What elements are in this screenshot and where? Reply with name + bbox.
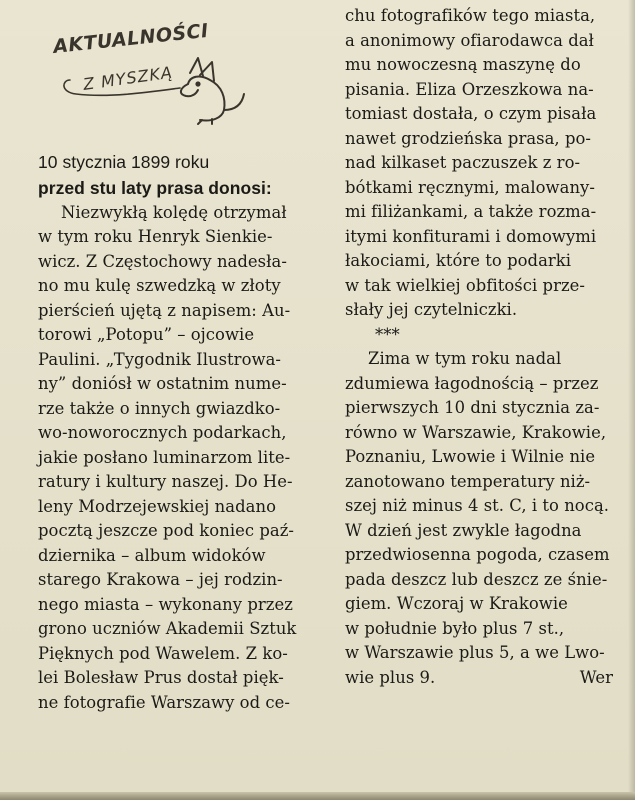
- text-line: szej niż minus 4 st. C, i to nocą.: [345, 496, 610, 515]
- text-line: wie plus 9.: [345, 667, 436, 687]
- text-line: wo-noworocznych podarkach,: [38, 423, 287, 442]
- text-line: mi filiżankami, a także rozma-: [345, 202, 597, 221]
- text-line: jakie posłano luminarzom lite-: [38, 447, 291, 467]
- text-line: Poznaniu, Lwowie i Wilnie nie: [345, 447, 596, 466]
- text-line: itymi konfiturami i domowymi: [345, 226, 597, 246]
- text-line: torowi „Potopu” – ojcowie: [38, 325, 255, 344]
- text-line: nawet grodzieńska prasa, po-: [345, 128, 592, 148]
- text-line: łakociami, które to podarki: [345, 251, 572, 270]
- text-line: Pięknych pod Wawelem. Z ko-: [38, 643, 288, 663]
- text-line: lei Bolesław Prus dostał pięk-: [38, 668, 284, 687]
- text-line: no mu kulę szwedzką w złoty: [38, 276, 281, 295]
- text-line: w Warszawie plus 5, a we Lwo-: [345, 643, 605, 662]
- last-line: [345, 666, 617, 691]
- logo-title: AKTUALNOŚCI: [52, 19, 210, 58]
- text-line: ne fotografie Warszawy od ce-: [38, 692, 290, 712]
- text-line: grono uczniów Akademii Sztuk: [38, 619, 297, 638]
- text-line: pierścień ujętą z napisem: Au-: [38, 300, 291, 320]
- page-edge-shadow: [628, 0, 635, 800]
- text-line: tomiast dostała, o czym pisała: [345, 104, 597, 123]
- text-line: a anonimowy ofiarodawca dał: [345, 30, 594, 50]
- text-line: Paulini. „Tygodnik Ilustrowa-: [38, 349, 281, 369]
- article-headline: przed stu laty prasa donosi:: [38, 177, 272, 198]
- text-line: słały jej czytelniczki.: [345, 300, 518, 319]
- text-line: w tak wielkiej obfitości prze-: [345, 275, 585, 295]
- article-date: 10 stycznia 1899 roku: [38, 152, 210, 172]
- text-line: zdumiewa łagodnością – przez: [345, 373, 599, 393]
- text-line: przedwiosenna pogoda, czasem: [345, 545, 610, 564]
- text-line: w tym roku Henryk Sienkie-: [38, 227, 273, 246]
- article-left-column: [38, 150, 324, 715]
- text-line: starego Krakowa – jej rodzin-: [38, 570, 283, 589]
- logo: [40, 18, 250, 128]
- text-line: mu nowoczesną maszynę do: [345, 55, 581, 74]
- page-bottom-edge: [0, 792, 635, 800]
- text-line: pocztą jeszcze pod koniec paź-: [38, 521, 294, 540]
- text-line: pada deszcz lub deszcz ze śnie-: [345, 569, 608, 589]
- text-line: Zima w tym roku nadal: [368, 349, 562, 368]
- author-signature: Wer: [579, 667, 613, 687]
- text-line: W dzień jest zwykle łagodna: [345, 520, 582, 540]
- text-line: w południe było plus 7 st.,: [345, 618, 565, 638]
- text-line: zanotowano temperatury niż-: [345, 471, 591, 491]
- text-line: bótkami ręcznymi, malowany-: [345, 177, 595, 197]
- section-separator: ***: [375, 324, 400, 344]
- text-line: Niezwykłą kolędę otrzymał: [61, 202, 287, 222]
- logo-subtitle: Z MYSZKĄ: [81, 62, 174, 94]
- text-line: nego miasta – wykonany przez: [38, 594, 293, 614]
- text-line: pisania. Eliza Orzeszkowa na-: [345, 79, 594, 99]
- text-line: giem. Wczoraj w Krakowie: [345, 594, 568, 613]
- text-line: rze także o innych gwiazdko-: [38, 398, 281, 418]
- text-line: ny” doniósł w ostatnim nume-: [38, 374, 287, 393]
- text-line: leny Modrzejewskiej nadano: [38, 496, 276, 516]
- article-right-column: [345, 4, 617, 690]
- text-line: ratury i kultury naszej. Do He-: [38, 472, 293, 491]
- text-line: pierwszych 10 dni stycznia za-: [345, 398, 600, 417]
- text-line: chu fotografików tego miasta,: [345, 6, 596, 25]
- text-line: równo w Warszawie, Krakowie,: [345, 422, 607, 442]
- mouse-icon: [181, 58, 244, 124]
- text-line: wicz. Z Częstochowy nadesła-: [38, 251, 287, 271]
- text-line: dziernika – album widoków: [38, 545, 266, 565]
- text-line: nad kilkaset paczuszek z ro-: [345, 153, 581, 172]
